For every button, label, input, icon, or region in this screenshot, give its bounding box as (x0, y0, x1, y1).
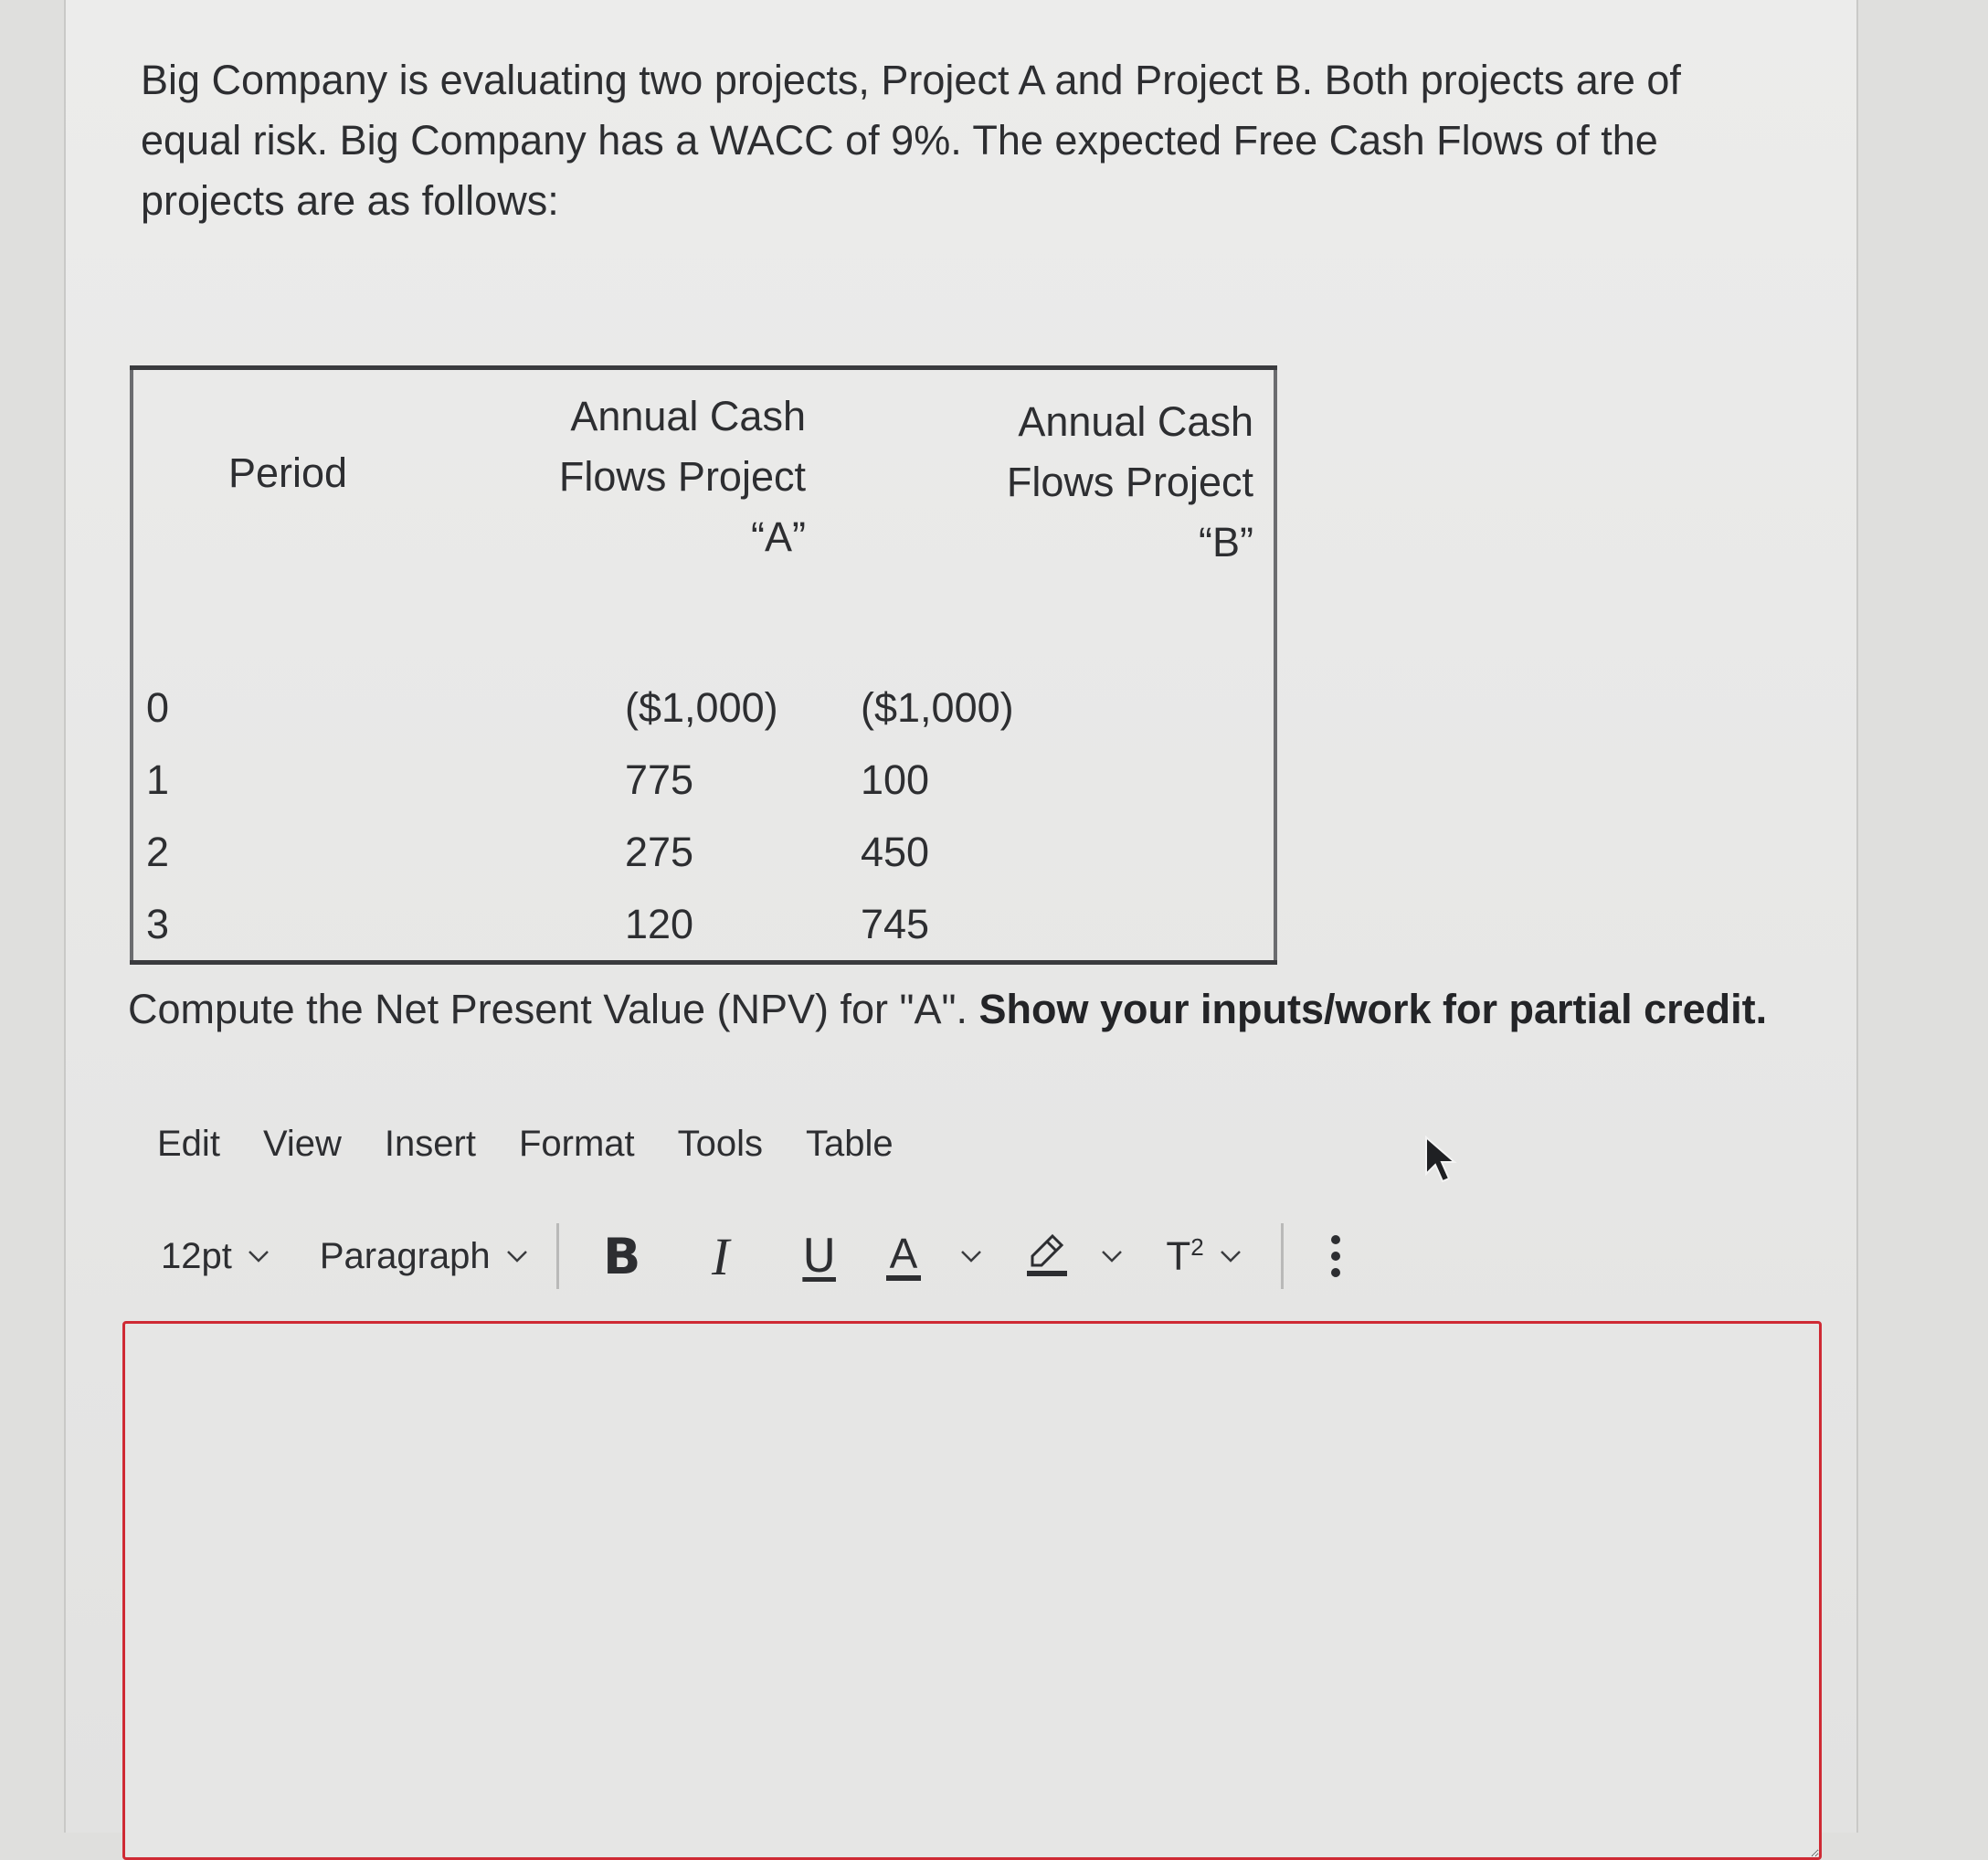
cash-flow-table (130, 365, 1277, 965)
table-row (132, 744, 1275, 816)
menu-view[interactable]: View (262, 1124, 342, 1164)
chevron-down-icon (503, 1242, 531, 1270)
question-normal: Compute the Net Present Value (NPV) for "A". (128, 986, 979, 1032)
header-project-b (926, 368, 1275, 672)
period-cell: 0 (146, 683, 170, 731)
project-b-cell: 745 (861, 900, 930, 947)
project-a-cell: 775 (625, 756, 694, 803)
table-row (132, 816, 1275, 888)
text-color-icon: A (886, 1231, 922, 1281)
toolbar-separator (1281, 1223, 1284, 1289)
block-format-select[interactable] (320, 1236, 531, 1277)
header-b-line-3: “B” (1199, 519, 1253, 565)
more-options-button[interactable] (1329, 1232, 1342, 1280)
header-period-label: Period (227, 449, 348, 496)
project-a-cell: 275 (625, 828, 694, 875)
block-format-value: Paragraph (319, 1235, 491, 1276)
project-b-cell: 100 (861, 756, 930, 803)
table-row (132, 888, 1275, 963)
editor-menubar (157, 1124, 936, 1165)
highlight-color-button[interactable] (1025, 1232, 1126, 1280)
period-cell: 1 (146, 756, 170, 803)
project-b-cell: ($1,000) (861, 683, 1014, 731)
table-header-row (132, 368, 1275, 672)
period-cell: 2 (146, 828, 170, 875)
font-size-value: 12pt (161, 1235, 232, 1276)
header-b-line-2: Flows Project (1006, 459, 1253, 505)
header-period (132, 368, 442, 672)
header-project-a (442, 368, 926, 672)
header-a-line-1: Annual Cash (570, 393, 806, 439)
question-text (128, 979, 1767, 1040)
header-a-line-3: “A” (751, 513, 806, 560)
chevron-down-icon (245, 1242, 272, 1270)
menu-format[interactable]: Format (518, 1124, 635, 1164)
menu-table[interactable]: Table (806, 1124, 894, 1164)
menu-tools[interactable]: Tools (677, 1124, 764, 1164)
highlighter-icon (1025, 1232, 1069, 1280)
editor-toolbar (161, 1220, 1342, 1293)
intro-paragraph: Big Company is evaluating two projects, Project A and Project B. Both projects are of equal risk. Big Company has a WACC of 9%. The expected Free Cash Flows of the projects are as follows: (141, 57, 1681, 224)
toolbar-separator (556, 1223, 559, 1289)
chevron-down-icon (1098, 1242, 1126, 1270)
project-b-cell: 450 (861, 828, 930, 875)
font-size-select[interactable] (161, 1236, 272, 1277)
underline-button[interactable]: U (802, 1230, 836, 1283)
menu-edit[interactable]: Edit (157, 1124, 220, 1164)
italic-button[interactable]: I (711, 1226, 730, 1286)
superscript-t: T (1166, 1233, 1191, 1279)
header-a-line-2: Flows Project (558, 453, 806, 500)
superscript-icon (1166, 1233, 1203, 1280)
superscript-exp: 2 (1190, 1232, 1204, 1261)
more-vertical-icon (1329, 1232, 1342, 1280)
text-color-button[interactable] (886, 1231, 986, 1281)
chevron-down-icon (1217, 1242, 1244, 1270)
menu-insert[interactable]: Insert (384, 1124, 476, 1164)
question-bold: Show your inputs/work for partial credit. (978, 986, 1768, 1032)
superscript-button[interactable] (1166, 1233, 1243, 1280)
project-a-cell: 120 (625, 900, 694, 947)
chevron-down-icon (957, 1242, 985, 1270)
mouse-pointer-icon (1422, 1136, 1459, 1187)
bold-button[interactable]: B (603, 1227, 641, 1285)
project-a-cell: ($1,000) (625, 683, 778, 731)
header-b-line-1: Annual Cash (1018, 398, 1253, 445)
table-row (132, 671, 1275, 744)
period-cell: 3 (146, 900, 170, 947)
answer-editor[interactable] (122, 1321, 1822, 1860)
